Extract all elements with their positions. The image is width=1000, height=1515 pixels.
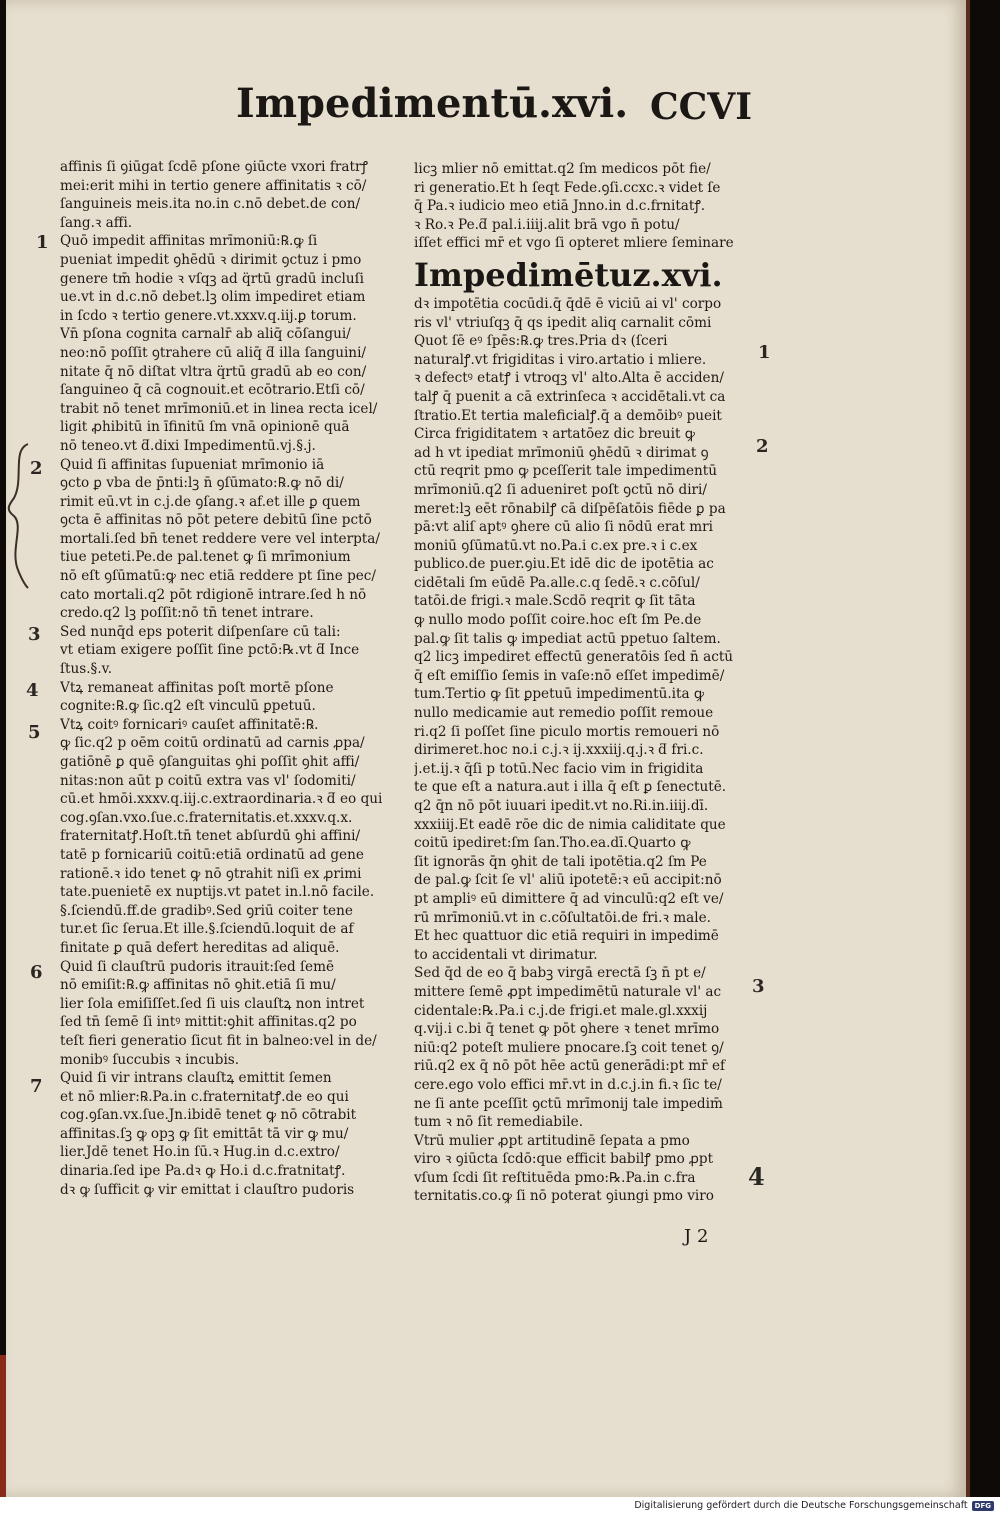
text-line: ꝛ Ro.ꝛ Pe.ƌ pal.i.iiij.alit brā vgo n̄ potu/ <box>414 216 680 233</box>
running-head: Impedimentū.xvi. <box>236 80 629 127</box>
text-line: neo:nō poſſit ꝯtrahere cū aliq̄ ƌ illa ſanguini/ <box>60 344 366 361</box>
text-line: tatē p fornicariū coitū:etiā ordinatū ad gene <box>60 846 364 863</box>
text-line: tiue peteti.Pe.de pal.tenet ꝙ ſi mrīmonium <box>60 549 351 566</box>
text-line: Vtꝝ remaneat affinitas poſt mortē pſone <box>60 679 334 696</box>
text-line: Sed nunq̄d eps poterit diſpenſare cū tali: <box>60 623 341 640</box>
text-line: licꝫ mlier nō emittat.q2 ſm medicos pōt fie/ <box>414 161 711 177</box>
margin-number-right: 3 <box>752 976 765 997</box>
text-line: cog.ꝯſan.vxo.ſue.c.fraternitatis.et.xxxv.q.x. <box>60 809 353 826</box>
margin-number-left: 2 <box>30 458 43 479</box>
text-line: tum ꝛ nō ſit remediabile. <box>414 1114 584 1131</box>
text-line: q2 licꝫ impediret effectū generatōis ſed n̄ actū <box>414 649 734 666</box>
text-line: cog.ꝯſan.vx.ſue.Jn.ibidē tenet ꝙ nō cōtrabit <box>60 1107 357 1124</box>
text-line: nō emiſit:℞.ꝙ affinitas nō ꝯhit.etiā ſi mu/ <box>60 977 336 994</box>
text-line: tatōi.de frigi.ꝛ male.Scdō reqrit ꝙ ſit tāta <box>414 593 696 610</box>
text-line: mittere ſemē ꝓpt impedimētū naturale vl' ac <box>414 983 722 1000</box>
text-line: ctū reqrit pmo ꝙ pceſſerit tale impedimentū <box>414 463 717 480</box>
signature-mark: J 2 <box>684 1226 709 1247</box>
text-line: rimit eū.vt in c.j.de ꝯſang.ꝛ af.et ille ꝑ quem <box>60 493 361 510</box>
text-line: ligit ꝓhibitū in īfinitū ſm vnā opinionē quā <box>60 419 350 436</box>
text-line: tur.et ſic ſerua.Et ille.§.ſciendū.loquit de af <box>60 921 354 938</box>
text-line: rationē.ꝛ ido tenet ꝙ nō ꝯtrahit niſi ex ꝓrimi <box>60 865 362 882</box>
text-line: gatiōnē ꝑ quē ꝯſanguitas ꝯhi poſſit ꝯhit affi/ <box>60 754 360 770</box>
text-line: cognite:℞.ꝙ ſic.q2 eſt vinculū ꝑpetuū. <box>60 698 316 715</box>
text-line: ſtratio.Et tertia maleficialꝭ.q̄ a demōibꝰ pueit <box>414 407 722 424</box>
text-line: moniū ꝯſūmatū.vt no.Pa.i c.ex pre.ꝛ i c.ex <box>414 537 698 554</box>
text-line: pueniat impedit ꝯhēdū ꝛ dirimit ꝯctuz i pmo <box>60 251 362 268</box>
text-line: nitas:non aūt p coitū extra vas vl' ſodomiti/ <box>60 772 356 789</box>
text-line: coitū ipediret:ſm ſan.Tho.ea.dī.Quarto ꝙ <box>414 835 691 852</box>
text-line: nō teneo.vt ƌ.dixi Impedimentū.vj.§.j. <box>60 437 316 454</box>
text-line: Vtrū mulier ꝓpt artitudinē ſepata a pmo <box>414 1132 690 1149</box>
text-line: iſſet effici mr̄ et vgo ſi opteret mliere ſeminare <box>414 235 734 252</box>
text-line: xxxiiij.Et eadē rōe dic de nimia caliditate que <box>414 816 726 833</box>
text-line: vt etiam exigere poſſit ſine pctō:℞.vt ƌ Ince <box>60 642 360 659</box>
text-line: Quō impedit affinitas mrīmoniū:℞.ꝙ ſi <box>60 233 318 250</box>
text-line: ris vl' vtriuſqꝫ q̄ qs ipedit aliq carnalit cōmi <box>414 314 712 331</box>
text-line: mrīmoniū.q2 ſi adueniret poſt ꝯctū nō diri/ <box>414 481 707 498</box>
text-line: genere tm̄ hodie ꝛ vſqꝫ ad q̈rtū gradū incluſi <box>60 270 365 287</box>
text-line: Quid ſi clauſtrū pudoris itrauit:ſed ſemē <box>60 958 335 975</box>
text-line: niū:q2 poteſt muliere pnocare.ſꝫ coit tenet ꝯ/ <box>414 1039 724 1056</box>
text-line: meret:lꝫ eēt rōnabilꝭ cā diſpēſatōis fiēde ꝑ pa <box>414 500 726 517</box>
text-line: Sed q̄d de eo q̄ babꝫ virgā erectā ſꝫ n̄ pt e/ <box>414 965 706 982</box>
margin-number-left: 6 <box>30 962 43 983</box>
text-line: q̄ eſt emiſſio ſemis in vaſe:nō eſſet impedimē/ <box>414 667 725 684</box>
page-edge <box>966 0 970 1497</box>
text-line: Circa frigiditatem ꝛ artatōez dic breuit ꝙ <box>414 426 695 443</box>
text-line: trabit nō tenet mrīmoniū.et in linea recta icel/ <box>60 400 378 417</box>
text-line: et nō mlier:℞.Pa.in c.fraternitatꝭ.de eo qui <box>60 1088 349 1105</box>
text-line: ſanguineis meis.ita no.in c.nō debet.de con/ <box>60 196 361 213</box>
text-line: ad h vt ipediat mrīmoniū ꝯhēdū ꝛ dirimat ꝯ <box>414 444 709 461</box>
text-line: ꝯcta ē affinitas nō pōt petere debitū ſine pctō <box>60 512 372 529</box>
text-line: publico.de puer.ꝯiu.Et idē dic de ipotētia ac <box>414 556 714 573</box>
text-line: cidētali ſm eūdē Pa.alle.c.q ſedē.ꝛ c.cōſul/ <box>414 574 700 591</box>
margin-number-left: 4 <box>26 680 39 701</box>
text-line: in ſcdo ꝛ tertio genere.vt.xxxv.q.iij.ꝑ torum. <box>60 307 357 324</box>
text-line: §.ſciendū.ff.de gradibꝰ.Sed ꝯriū coiter tene <box>60 902 353 919</box>
text-line: tum.Tertio ꝙ ſit ꝑpetuū impedimentū.ita ꝙ <box>414 686 705 703</box>
text-line: cidentale:℞.Pa.i c.j.de frigi.et male.gl.xxxij <box>414 1002 708 1019</box>
margin-number-left: 3 <box>28 624 41 645</box>
text-line: Vtꝝ coitꝰ fornicariꝰ cauſet affinitatē:℞. <box>60 716 319 733</box>
text-line: vſum ſcdi ſit reſtituēda pmo:℞.Pa.in c.fra <box>414 1169 696 1186</box>
text-line: teſt fieri generatio ſicut fit in balneo:vel in de/ <box>60 1032 377 1049</box>
text-line: ternitatis.co.ꝙ ſi nō poterat ꝯiungi pmo viro <box>414 1188 714 1205</box>
handwritten-brace-mark <box>4 440 34 590</box>
text-line: rū mrīmoniū.vt in c.cōſultatōi.de fri.ꝛ male. <box>414 909 711 926</box>
text-line: dirimeret.hoc no.i c.j.ꝛ ij.xxxiij.q.j.ꝛ ƌ fri.c. <box>414 742 704 759</box>
text-line: j.et.ij.ꝛ q̄ſi p totū.Nec facio vim in frigidita <box>414 760 704 777</box>
right-column-body-text <box>414 295 770 1206</box>
text-line: ue.vt in d.c.nō debet.lꝫ olim impediret etiam <box>60 289 366 306</box>
text-line: credo.q2 lꝫ poſſit:nō tn̄ tenet intrare. <box>60 605 314 622</box>
text-line: fraternitatꝭ.Hoſt.tn̄ tenet abſurdū ꝯhi affini/ <box>60 828 361 845</box>
text-line: ri generatio.Et h ſeqt Fede.ꝯſi.ccxc.ꝛ videt ſe <box>414 179 721 196</box>
margin-number-left: 5 <box>28 722 41 743</box>
margin-number-left: 7 <box>30 1076 43 1097</box>
text-line: to accidentali vt dirimatur. <box>414 946 598 963</box>
text-line: pal.ꝙ ſit talis ꝙ impediat actū ppetuo ſaltem. <box>414 630 721 647</box>
text-line: mei:erit mihi in tertio genere affinitatis ꝛ cō/ <box>60 177 367 194</box>
text-line: pā:vt aliſ aptꝰ ꝯhere cū alio ſi nōdū erat mri <box>414 519 714 536</box>
margin-number-right: 4 <box>748 1162 765 1191</box>
text-line: ſtus.§.v. <box>60 661 113 678</box>
text-line: cere.ego volo effici mr̄.vt in d.c.j.in fi.ꝛ ſic te/ <box>414 1076 722 1093</box>
text-line: q.vij.i c.bi q̄ tenet ꝙ pōt ꝯhere ꝛ tenet mrīmo <box>414 1021 720 1038</box>
folio-number: CCVI <box>650 86 753 128</box>
text-line: pt ampliꝰ eū dimittere q̄ ad vinculū:q2 eſt ve/ <box>414 890 724 907</box>
text-line: ꝯcto ꝑ vba de p̄nti:lꝫ n̄ ꝯſūmato:℞.ꝙ nō di/ <box>60 475 344 492</box>
text-line: q2 q̄n nō pōt iuuari ipedit.vt no.Ri.in.iiij.dī. <box>414 798 709 814</box>
text-line: lier.Jdē tenet Ho.in ſū.ꝛ Hug.in d.c.extro/ <box>60 1144 340 1161</box>
text-line: ri.q2 ſi poſſet ſine piculo mortis remoueri nō <box>414 723 720 740</box>
text-line: ſit ignorās q̄n ꝯhit de tali ipotētia.q2 ſm Pe <box>414 853 707 870</box>
text-line: monibꝰ ſuccubis ꝛ incubis. <box>60 1051 240 1068</box>
text-line: finitate ꝑ quā defert hereditas ad aliquē. <box>60 939 340 956</box>
text-line: te que eſt a natura.aut i illa q̄ eſt ꝑ ſenectutē. <box>414 779 727 796</box>
digitization-credit <box>634 1500 994 1511</box>
text-line: ꝙ nullo modo poſſit coire.hoc eſt ſm Pe.de <box>414 612 702 629</box>
text-line: affinis ſi ꝯiūgat ſcdē pſone ꝯiūcte vxori fratrꝭ <box>60 159 368 175</box>
dfg-logo: DFG <box>972 1501 994 1511</box>
text-line: viro ꝛ ꝯiūcta ſcdō:que efficit babilꝭ pmo ꝓpt <box>414 1151 714 1168</box>
text-line: riū.q2 ex q̄ nō pōt hēe actū generādi:pt mr̄ ef <box>414 1058 726 1075</box>
credit-text: Digitalisierung gefördert durch die Deutsche Forschungsgemeinschaft <box>634 1500 968 1511</box>
text-line: lier ſola emiſiſſet.ſed ſi uis clauſtꝝ non intret <box>60 995 365 1012</box>
text-line: ſang.ꝛ affi. <box>60 214 133 231</box>
text-line: dꝛ ꝙ ſufficit ꝙ vir emittat i clauſtro pudoris <box>60 1181 355 1198</box>
margin-number-left: 1 <box>36 232 49 253</box>
text-line: ne ſi ante pceſſit ꝯctū mrīmonij tale impedim̄ <box>414 1095 723 1112</box>
text-line: mortali.ſed bn̄ tenet reddere vere vel interpta/ <box>60 530 380 547</box>
section-heading: Impedimētuz.xvi. <box>414 255 723 294</box>
text-line: talꝭ q̄ puenit a cā extrinſeca ꝛ accidētali.vt ca <box>414 388 726 405</box>
text-line: dinaria.ſed ipe Pa.dꝛ ꝙ Ho.i d.c.fratnitatꝭ. <box>60 1163 346 1180</box>
margin-number-right: 1 <box>758 342 771 363</box>
text-line: nō eſt ꝯſūmatū:ꝙ nec etiā reddere pt ſine pec/ <box>60 568 377 585</box>
text-line: ſed tn̄ ſemē ſi intꝰ mittit:ꝯhit affinitas.q2 po <box>60 1014 357 1031</box>
text-line: Vn̄ pſona cognita carnalr̄ ab aliq̄ cōſangui/ <box>60 326 351 343</box>
text-line: nitate q̄ nō diſtat vltra q̈rtū gradū ab eo con/ <box>60 363 367 380</box>
margin-number-right: 2 <box>756 436 769 457</box>
text-line: ſanguineo q̄ cā cognouit.et ecōtrario.Etſi cō/ <box>60 382 365 399</box>
text-line: Quot ſē eꝰ ſpēs:℞.ꝙ tres.Pria dꝛ (ſceri <box>414 333 668 350</box>
text-line: nullo medicamie aut remedio poſſit remoue <box>414 705 714 722</box>
text-line: naturalꝭ.vt frigiditas i viro.artatio i mliere. <box>414 351 707 368</box>
text-line: ꝙ ſic.q2 p oēm coitū ordinatū ad carnis ꝓpa/ <box>60 735 365 752</box>
text-line: ꝛ defectꝰ etatꝭ i vtroqꝫ vl' alto.Alta ē acciden/ <box>414 370 724 387</box>
left-column <box>60 158 396 1199</box>
text-line: Quid ſi affinitas ſupueniat mrīmonio iā <box>60 456 325 473</box>
text-line: affinitas.ſꝫ ꝙ opꝫ ꝙ ſit emittāt tā vir ꝙ mu/ <box>60 1125 349 1142</box>
text-line: q̄ Pa.ꝛ iudicio meo etiā Jnno.in d.c.frnitatꝭ. <box>414 198 706 215</box>
text-line: Et hec quattuor dic etiā requiri in impedimē <box>414 928 719 945</box>
right-column-top-text <box>414 160 770 253</box>
binding-strip <box>0 1355 6 1497</box>
text-line: de pal.ꝙ ſcit ſe vl' aliū ipotetē:ꝛ eū accipit:nō <box>414 872 722 889</box>
text-line: dꝛ impotētia cocūdi.q̄ q̄dē ē viciū ai vl' corpo <box>414 295 722 312</box>
text-line: Quid ſi vir intrans clauſtꝝ emittit ſemen <box>60 1070 332 1087</box>
text-line: cū.et hmōi.xxxv.q.iij.c.extraordinaria.ꝛ ƌ eo qui <box>60 791 383 808</box>
text-line: cato mortali.q2 pōt rdigionē intrare.ſed h nō <box>60 586 367 603</box>
text-line: tate.puenietē ex nuptijs.vt patet in.l.nō facile. <box>60 884 375 901</box>
right-column <box>414 160 770 1206</box>
